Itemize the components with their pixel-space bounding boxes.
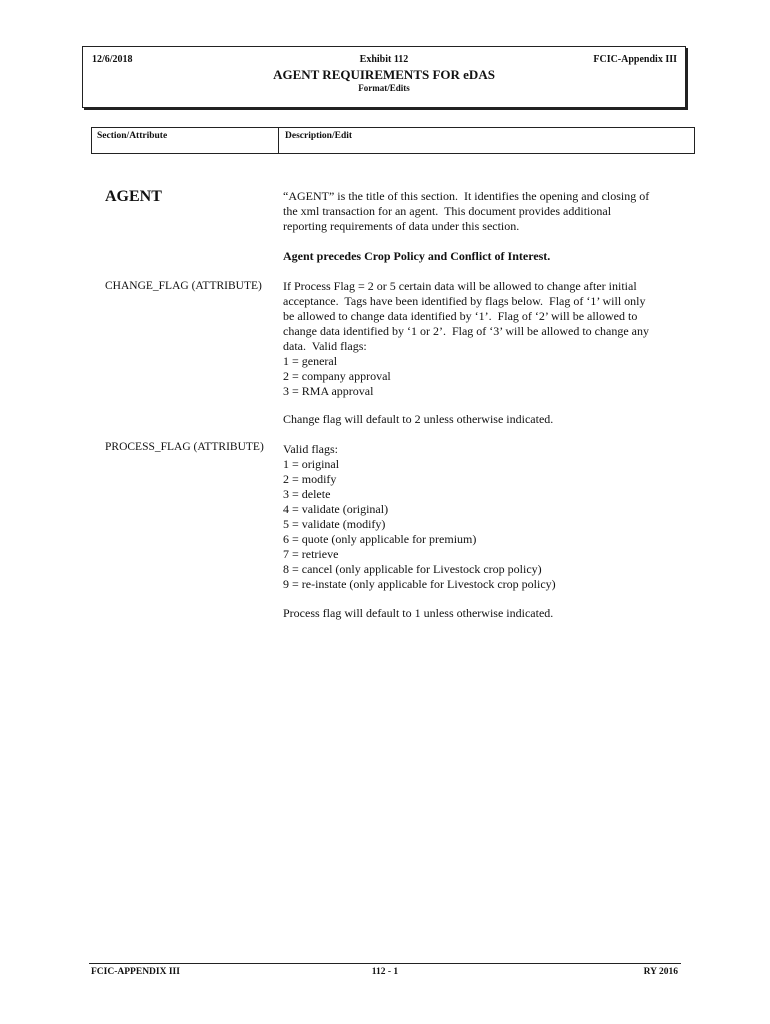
flag-value-line: 1 = general: [283, 354, 338, 368]
description-line: the xml transaction for an agent. This document provides additional: [283, 204, 612, 218]
header-exhibit: Exhibit 112: [359, 54, 409, 65]
flag-value-line: 3 = RMA approval: [283, 384, 374, 398]
process-flag-description: [283, 442, 688, 592]
flag-value-line: 3 = delete: [283, 487, 331, 501]
description-line: data. Valid flags:: [283, 339, 367, 353]
process-flag-default-note: [283, 606, 688, 621]
flag-value-line: 9 = re-instate (only applicable for Livestock crop policy): [283, 577, 556, 591]
header-title: AGENT REQUIREMENTS FOR eDAS: [273, 67, 495, 82]
column-header-section: Section/Attribute: [97, 131, 168, 141]
flag-value-line: 1 = original: [283, 457, 340, 471]
description-line: reporting requirements of data under this section.: [283, 219, 520, 233]
agent-section-title: AGENT: [105, 188, 162, 205]
flag-value-line: 2 = company approval: [283, 369, 391, 383]
description-line: acceptance. Tags have been identified by flags below. Flag of ‘1’ will only: [283, 294, 646, 308]
change-flag-default-note: [283, 412, 688, 427]
flag-value-line: 5 = validate (modify): [283, 517, 386, 531]
header-appendix: FCIC-Appendix III: [593, 54, 677, 65]
footer-page-number: 112 - 1: [371, 967, 399, 977]
document-header: [82, 46, 686, 108]
footer-appendix: FCIC-APPENDIX III: [91, 967, 180, 977]
column-divider: [278, 128, 279, 153]
flag-value-line: 2 = modify: [283, 472, 337, 486]
flag-value-line: 4 = validate (original): [283, 502, 389, 516]
description-line: If Process Flag = 2 or 5 certain data will be allowed to change after initial: [283, 279, 637, 293]
column-header-description: Description/Edit: [285, 131, 353, 141]
default-note-text: Change flag will default to 2 unless otherwise indicated.: [283, 412, 554, 426]
default-note-text: Process flag will default to 1 unless otherwise indicated.: [283, 606, 554, 620]
description-line: be allowed to change data identified by ‘1’. Flag of ‘2’ will be allowed to: [283, 309, 638, 323]
process-flag-attribute: PROCESS_FLAG (ATTRIBUTE): [105, 441, 264, 453]
footer-rule: [89, 963, 681, 964]
header-date: 12/6/2018: [92, 54, 133, 65]
flag-value-line: 7 = retrieve: [283, 547, 339, 561]
flag-value-line: 8 = cancel (only applicable for Livestock crop policy): [283, 562, 542, 576]
precedence-note-text: Agent precedes Crop Policy and Conflict of Interest.: [283, 249, 551, 263]
header-subtitle: Format/Edits: [358, 83, 410, 93]
description-line: change data identified by ‘1 or 2’. Flag of ‘3’ will be allowed to change any: [283, 324, 649, 338]
description-line: Valid flags:: [283, 442, 338, 456]
agent-description: [283, 189, 688, 234]
flag-value-line: 6 = quote (only applicable for premium): [283, 532, 477, 546]
agent-precedence-note: [283, 249, 688, 264]
footer-reinsurance-year: RY 2016: [643, 967, 678, 977]
description-line: “AGENT” is the title of this section. It identifies the opening and closing of: [283, 189, 650, 203]
change-flag-attribute: CHANGE_FLAG (ATTRIBUTE): [105, 280, 262, 292]
change-flag-description: [283, 279, 688, 399]
column-header-table: [91, 127, 695, 154]
